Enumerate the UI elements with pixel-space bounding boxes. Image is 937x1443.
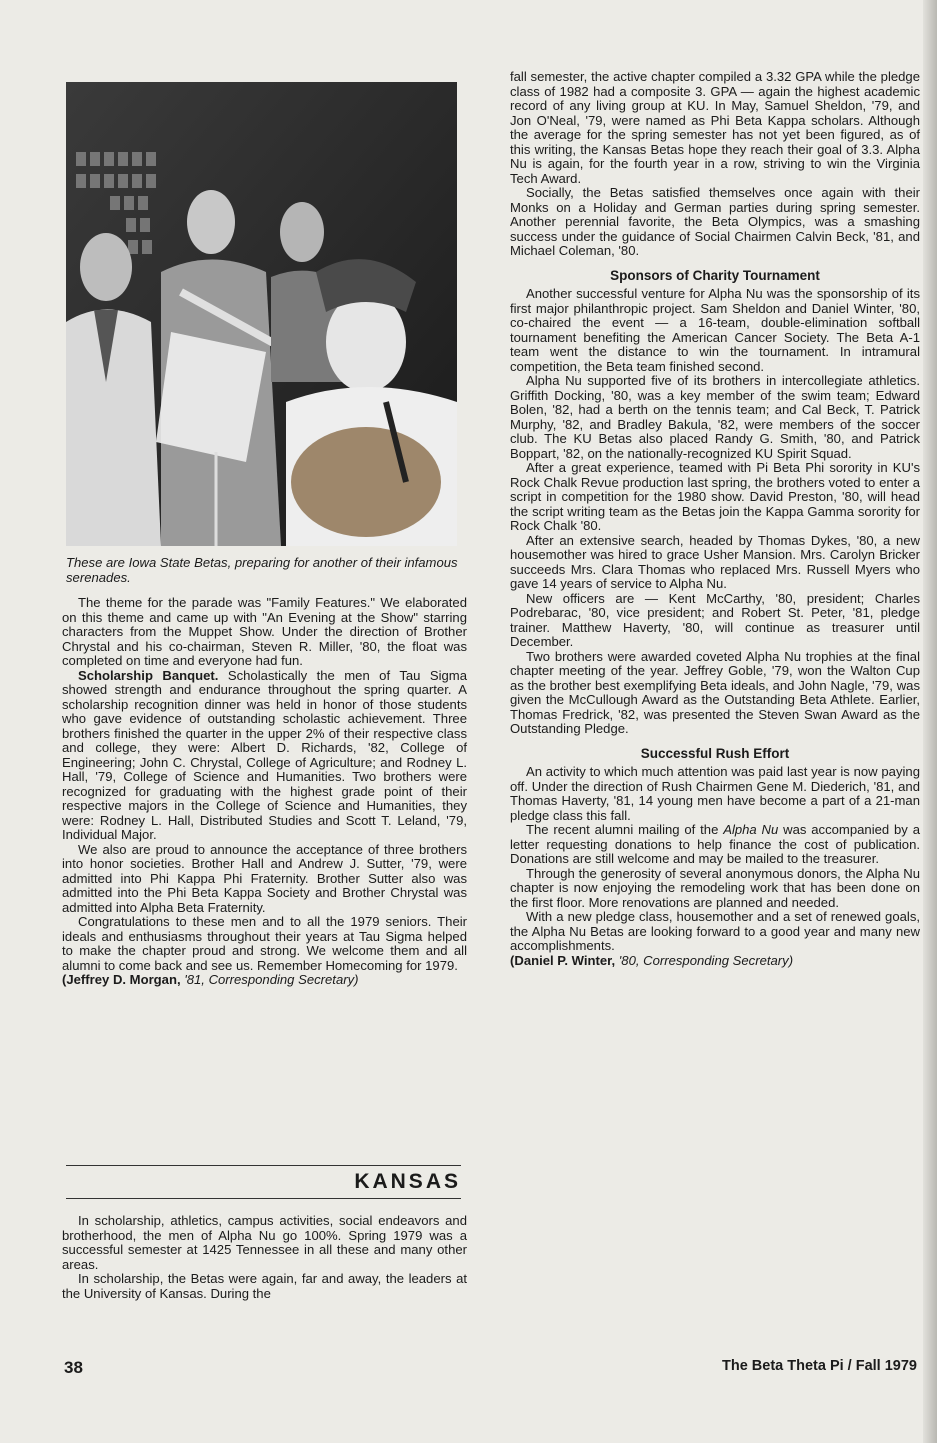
kansas-paragraph-1: In scholarship, athletics, campus activities, social endeavors and brotherhood, the men of Alpha Nu go 100%. Spring 1979 was a successful semester at 1425 Tennessee in all these and many other areas.: [62, 1213, 467, 1272]
heading-rush-effort: Successful Rush Effort: [640, 745, 790, 761]
social-paragraph: Socially, the Betas satisfied themselves once again with their Monks on a Holiday and German parties during spring semester. Another perennial favorite, the Beta Olympics, was a smashing success under the guidance of Social Chairmen Calvin Beck, '81, and Michael Coleman, '80.: [510, 185, 920, 258]
magazine-footer: The Beta Theta Pi / Fall 1979: [721, 1358, 917, 1374]
housemother-paragraph: After an extensive search, headed by Thomas Dykes, '80, a new housemother was hired to grace Usher Mansion. Mrs. Carolyn Bricker succeeds Mrs. Clara Thomas who replaced Mrs. Russell Myers who gave 14 years of service to Alpha Nu.: [510, 532, 920, 591]
photo-illustration: [66, 82, 457, 546]
officers-paragraph: New officers are — Kent McCarthy, '80, president; Charles Podrebarac, '80, vice president; and Robert St. Peter, '81, pledge trainer. Matthew Haverty, '80, will continue as treasurer until December.: [510, 590, 920, 649]
tournament-paragraph: Another successful venture for Alpha Nu was the sponsorship of its first major philanthropic project. Sam Sheldon and Daniel Winter, '80, co-chaired the event — a 16-team, double-elimination softball tournament benefiting the American Cancer Society. The Beta A-1 team went the distance to win the tournament. In intramural competition, the Beta team finished second.: [510, 286, 920, 374]
section-rule-bottom: [66, 1198, 461, 1199]
section-rule-top: [66, 1165, 461, 1166]
parade-paragraph: The theme for the parade was "Family Features." We elaborated on this theme and came up with "An Evening at the Show" starring characters from the Muppet Show. Under the direction of Brother Chrystal and his co-chairman, Steven R. Miller, '80, the float was completed on time and everyone had fun.: [62, 595, 467, 668]
scholarship-body: Scholastically the men of Tau Sigma showed strength and endurance throughout the spring quarter. A scholarship recognition dinner was held in honor of those students who gave evidence of outstanding scholastic achievement. Three brothers finished the quarter in the upper 2% of their respective class and college, they were: Albert D. Richards, '82, College of Engineering; John C. Chrystal, College of Agriculture; and Rodney L. Hall, '79, College of Science and Humanities. Two brothers were recognized for graduating with the highest grade point of their respective majors in the College of Science and Humanities, they were: Rodney L. Hall, Distributed Studies and Scott T. Leland, '79, Individual Major.: [62, 667, 467, 842]
page-edge-shadow: [923, 0, 937, 1443]
gpa-paragraph: fall semester, the active chapter compiled a 3.32 GPA while the pledge class of 1982 had a composite 3. GPA — again the highest academic record of any living group at KU. In May, Samuel Sheldon, '79, and Jon O'Neal, '79, were named as Phi Beta Kappa scholars. Although the average for the spring semester has not yet been figured, as of this writing, the Kansas Betas hope they reach their goal of 3.3. Alpha Nu is again, for the fourth year in a row, striving to win the Virginia Tech Award.: [510, 69, 920, 186]
section-title-kansas: KANSAS: [354, 1170, 461, 1193]
kansas-signature: (Daniel P. Winter, '80, Corresponding Secretary): [510, 952, 794, 968]
serenade-photo: [66, 82, 457, 546]
heading-charity-tournament: Sponsors of Charity Tournament: [610, 267, 820, 283]
iowa-signature: (Jeffrey D. Morgan, '81, Corresponding Secretary): [62, 972, 359, 987]
awards-paragraph: Two brothers were awarded coveted Alpha Nu trophies at the final chapter meeting of the year. Jeffrey Goble, '79, won the Walton Cup as the brother best exemplifying Beta ideals, and John Nagle, '79, was given the McCullough Award as the Outstanding Beta Athlete. Earlier, Thomas Fredrick, '82, was presented the Steven Swan Award as the Outstanding Pledge.: [510, 648, 920, 736]
kansas-paragraph-2: In scholarship, the Betas were again, far and away, the leaders at the University of Kansas. During the: [62, 1271, 467, 1301]
scholarship-banquet-heading: Scholarship Banquet.: [78, 667, 219, 683]
scholarship-paragraph: [62, 669, 467, 843]
page-number: 38: [64, 1358, 83, 1377]
alumni-mailing-paragraph: The recent alumni mailing of the Alpha Nu was accompanied by a letter requesting donations to help finance the cost of publication. Donations are still welcome and may be mailed to the treasurer.: [510, 822, 920, 866]
congratulations-paragraph: Congratulations to these men and to all the 1979 seniors. Their ideals and enthusiasms throughout their years at Tau Sigma helped to make the chapter proud and strong. We welcome them and all alumni to come back and see us. Remember Homecoming for 1979.: [62, 914, 467, 973]
left-column: [62, 596, 467, 988]
right-column: [510, 70, 920, 968]
donors-paragraph: Through the generosity of several anonymous donors, the Alpha Nu chapter is now enjoying the remodeling work that has been done on the first floor. More renovations are planned and needed.: [510, 865, 920, 910]
kansas-intro: [62, 1214, 467, 1301]
closing-paragraph: With a new pledge class, housemother and a set of renewed goals, the Alpha Nu Betas are looking forward to a good year and many new accomplishments.: [510, 909, 920, 953]
rush-paragraph: An activity to which much attention was paid last year is now paying off. Under the direction of Rush Chairmen Gene M. Diederich, '81, and Thomas Haverty, '81, 14 young men have become a part of a 21-man pledge class this fall.: [510, 764, 920, 823]
photo-caption: These are Iowa State Betas, preparing for another of their infamous serenades.: [66, 555, 458, 585]
athletics-paragraph: Alpha Nu supported five of its brothers in intercollegiate athletics. Griffith Docking, '80, was a key member of the swim team; Edward Bolen, '82, had a berth on the tennis team; and Cal Beck, T. Patrick Murphy, '82, and Bradley Bakula, '82, were members of the soccer club. The KU Betas also placed Randy G. Smith, '80, and Patrick Boppart, '82, on the nationally-recognized KU Spirit Squad.: [510, 373, 920, 461]
rock-chalk-paragraph: After a great experience, teamed with Pi Beta Phi sorority in KU's Rock Chalk Revue production last spring, the brothers voted to enter a script in competition for the 1980 show. David Preston, '80, will head the script writing team as the Betas join the Kappa Gamma sorority for Rock Chalk '80.: [510, 460, 920, 533]
honor-societies-paragraph: We also are proud to announce the acceptance of three brothers into honor societies. Brother Hall and Andrew J. Sutter, '79, were admitted into Phi Kappa Phi Fraternity. Brother Sutter also was admitted into the Phi Beta Kappa Society and Brother Chrystal was admitted into Alpha Beta Fraternity.: [62, 841, 467, 915]
